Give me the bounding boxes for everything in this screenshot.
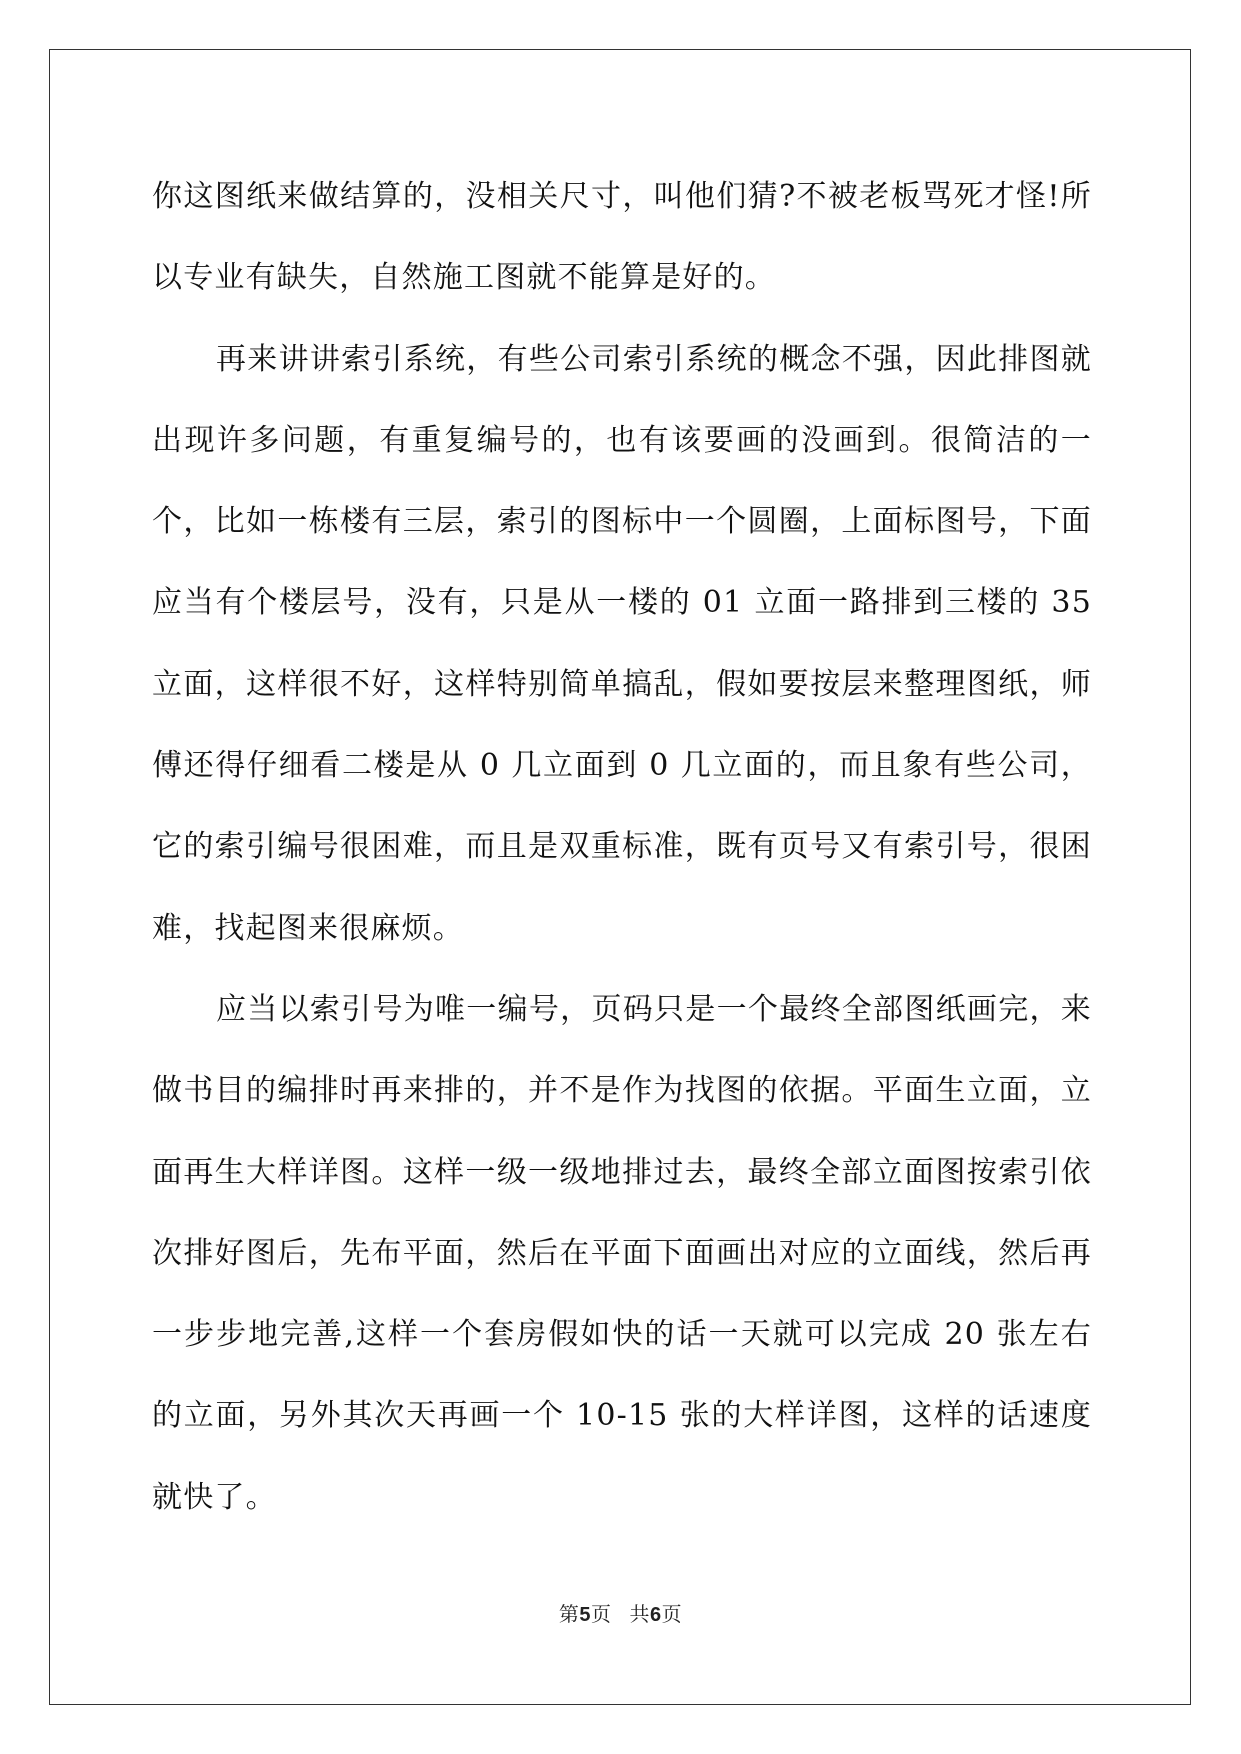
page-prefix: 第 bbox=[558, 1602, 580, 1626]
paragraph-3: 应当以索引号为唯一编号，页码只是一个最终全部图纸画完，来做书目的编排时再来排的，并不是作为找图的依据。平面生立面，立面再生大样详图。这样一级一级地排过去，最终全部立面图按索引依次排好图后，先布平面，然后在平面下面画出对应的立面线，然后再一步步地完善,这样一个套房假如快的话一天就可以完成 20 张左右的立面，另外其次天再画一个 10-15 张的大样详图，这样的话速度就快了。 bbox=[152, 991, 1092, 1515]
total-suffix: 页 bbox=[661, 1602, 683, 1626]
total-prefix: 共 bbox=[629, 1602, 650, 1626]
total-pages-number: 6 bbox=[650, 1604, 662, 1626]
page-footer bbox=[0, 1598, 1241, 1627]
paragraph-1: 你这图纸来做结算的，没相关尺寸，叫他们猜?不被老板骂死才怪!所以专业有缺失，自然施工图就不能算是好的。 bbox=[152, 179, 1092, 296]
document-body bbox=[152, 156, 1092, 1538]
current-page-number: 5 bbox=[579, 1604, 591, 1626]
paragraph-2: 再来讲讲索引系统，有些公司索引系统的概念不强，因此排图就出现许多问题，有重复编号的，也有该要画的没画到。很简洁的一个，比如一栋楼有三层，索引的图标中一个圆圈，上面标图号，下面应当有个楼层号，没有，只是从一楼的 01 立面一路排到三楼的 35 立面，这样很不好，这样特别简单搞乱，假如要按层来整理图纸，师傅还得仔细看二楼是从 0 几立面到 0 几立面的，而且象有些公司，它的索引编号很困难，而且是双重标准，既有页号又有索引号，很困难，找起图来很麻烦。 bbox=[152, 341, 1092, 946]
page-suffix: 页 bbox=[591, 1602, 612, 1626]
